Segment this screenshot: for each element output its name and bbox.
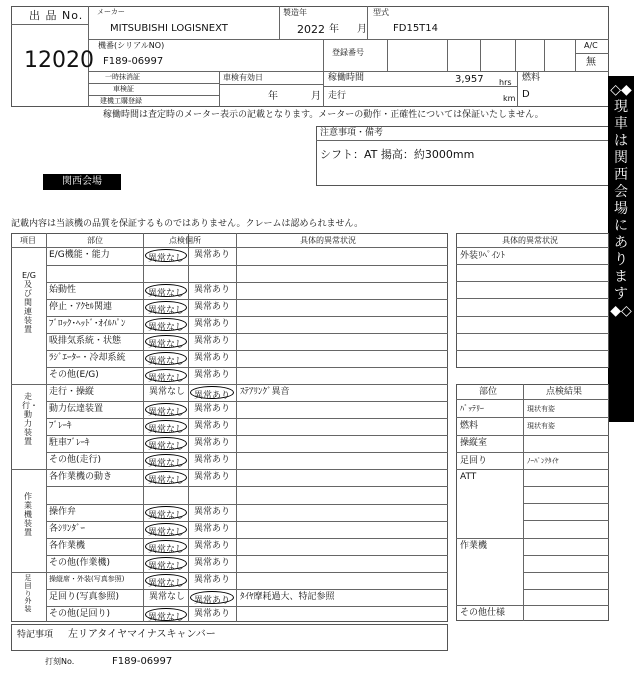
status-abnormal: 異常あり (194, 353, 231, 363)
model-label: 型式 (373, 8, 389, 17)
status-normal-text: 異常なし (147, 511, 184, 521)
row-divider (46, 350, 448, 351)
row-part: 足回り(写真参照) (49, 592, 120, 602)
row-part: E/G機能・能力 (49, 250, 110, 260)
status-abnormal: 異常あり (194, 558, 231, 568)
status-normal-circled (145, 403, 187, 416)
status-abnormal-circled (190, 591, 234, 604)
row-part: 操作弁 (49, 507, 77, 517)
group-drive: 走行・動力装置 (22, 392, 38, 446)
row-part: 各ｼﾘﾝﾀﾞｰ (49, 524, 86, 534)
fuel-label: 燃料 (522, 73, 541, 83)
status-normal-circled (145, 420, 187, 433)
row-detail: ｽﾃｱﾘﾝｸﾞ異音 (240, 387, 290, 397)
row-divider (11, 469, 448, 470)
row-divider (46, 504, 448, 505)
status-normal-text: 異常なし (147, 562, 184, 572)
month-unit: 月 (357, 24, 367, 35)
year-label: 製造年 (283, 8, 307, 17)
status-normal-text: 異常なし (147, 254, 184, 264)
right-detail-header: 具体的異常状況 (502, 236, 558, 245)
status-normal: 異常なし (149, 592, 186, 602)
status-abnormal: 異常あり (194, 438, 231, 448)
year-value: 2022 (297, 23, 325, 36)
row-part: その他(E/G) (49, 370, 99, 380)
maker-label: メーカー (97, 8, 125, 16)
row-part: 走行・操縦 (49, 387, 95, 397)
row-divider (46, 418, 448, 419)
att-label: ATT (460, 472, 477, 482)
status-normal-text: 異常なし (147, 323, 184, 333)
reg-label: 登録番号 (332, 48, 364, 57)
row-divider (46, 538, 448, 539)
battery-label: ﾊﾞｯﾃﾘｰ (460, 404, 484, 413)
row-part: 操縦席・外装(写真参照) (49, 575, 125, 583)
work-machine-label: 作業機 (460, 541, 488, 551)
row-part: 停止・ｱｸｾﾙ関連 (49, 302, 113, 312)
row-divider (46, 367, 448, 368)
cab-label: 操縦室 (460, 438, 488, 448)
status-normal-circled (145, 557, 187, 570)
ac-value: 無 (586, 57, 596, 68)
row-part: 各作業機の動き (49, 472, 113, 482)
row-part: その他(足回り) (49, 609, 111, 619)
inspection-label: 車検有効日 (223, 73, 263, 82)
year-unit: 年 (329, 24, 339, 35)
status-abnormal: 異常あり (194, 370, 231, 380)
col-detail: 具体的異常状況 (300, 236, 356, 245)
stamp-label: 打刻No. (45, 657, 75, 666)
status-abnormal: 異常あり (194, 541, 231, 551)
row-part: その他(走行) (49, 455, 102, 465)
row-divider (11, 572, 448, 573)
status-normal-circled (145, 574, 187, 587)
status-normal-circled (145, 454, 187, 467)
status-normal-text: 異常なし (147, 425, 184, 435)
row-part: その他(作業機) (49, 558, 111, 568)
shaken-label: 車検証 (113, 85, 134, 93)
status-normal-text: 異常なし (147, 528, 184, 538)
status-abnormal: 異常あり (194, 472, 231, 482)
side-banner: ◇◆ 現車は関西会場にあります ◆◇ (608, 76, 634, 422)
row-divider (46, 452, 448, 453)
result-col-result: 点検結果 (546, 387, 583, 397)
status-abnormal-circled (190, 386, 234, 399)
row-part: 動力伝達装置 (49, 404, 104, 414)
row-part: 各作業機 (49, 541, 86, 551)
status-normal-text: 異常なし (147, 340, 184, 350)
status-abnormal-text: 異常あり (193, 596, 230, 606)
status-normal-circled (145, 506, 187, 519)
foot-label: 足回り (460, 456, 488, 466)
status-abnormal: 異常あり (194, 336, 231, 346)
status-abnormal: 異常あり (194, 421, 231, 431)
row-divider (46, 265, 448, 266)
fuel-row-label: 燃料 (460, 421, 479, 431)
status-abnormal: 異常あり (194, 404, 231, 414)
stamp-value: F189-06997 (112, 656, 173, 667)
row-divider (46, 589, 448, 590)
status-normal-circled (145, 335, 187, 348)
status-abnormal: 異常あり (194, 285, 231, 295)
row-part: 吸排気系統・状態 (49, 336, 122, 346)
row-divider (46, 333, 448, 334)
status-abnormal: 異常あり (194, 455, 231, 465)
fuel-value: D (522, 89, 530, 100)
row-divider (46, 401, 448, 402)
status-normal-text: 異常なし (147, 459, 184, 469)
status-normal-text: 異常なし (147, 613, 184, 623)
group-engine: E/G及び関連装置 (22, 271, 36, 334)
status-normal-circled (145, 540, 187, 553)
foot-result: ﾉｰﾊﾟﾝｸﾀｲﾔ (527, 457, 559, 465)
status-normal-circled (145, 249, 187, 262)
status-normal-text: 異常なし (147, 442, 184, 452)
model-value: FD15T14 (393, 23, 439, 34)
status-normal-circled (145, 284, 187, 297)
row-divider (46, 282, 448, 283)
status-normal-text: 異常なし (147, 579, 184, 589)
disclaimer: 記載内容は当該機の品質を保証するものではありません。クレームは認められません。 (11, 219, 364, 229)
right-detail-line1: 外装ﾘﾍﾟｲﾝﾄ (460, 251, 506, 261)
row-detail: ﾀｲﾔ摩耗過大、特記参照 (240, 592, 335, 602)
venue-tag: 関西会場 (43, 174, 121, 190)
notes-text: シフト：AT 揚高：約3000mm (320, 148, 475, 161)
status-abnormal: 異常あり (194, 575, 231, 585)
other-spec-label: その他仕様 (460, 608, 506, 618)
row-part: ﾌﾞﾚｰｷ (49, 421, 72, 431)
temp-cert-label: 一時抹消証 (105, 73, 140, 81)
status-normal: 異常なし (149, 387, 186, 397)
row-part: ﾗｼﾞｴｰﾀｰ・冷却系統 (49, 353, 126, 363)
row-divider (46, 555, 448, 556)
status-normal-text: 異常なし (147, 476, 184, 486)
status-normal-text: 異常なし (147, 306, 184, 316)
status-normal-circled (145, 523, 187, 536)
status-normal-text: 異常なし (147, 545, 184, 555)
battery-result: 現状有姿 (527, 405, 555, 413)
serial-label: 機番(シリアルNO) (98, 41, 165, 50)
ac-label: A/C (584, 41, 598, 50)
row-divider (11, 384, 448, 385)
hours-unit: hrs (499, 78, 512, 87)
status-abnormal: 異常あり (194, 507, 231, 517)
special-text: 左リアタイヤマイナスキャンバー (68, 629, 216, 640)
col-item: 項目 (20, 236, 36, 245)
row-divider (46, 521, 448, 522)
row-divider (46, 435, 448, 436)
hours-value: 3,957 (455, 74, 484, 85)
col-part: 部位 (87, 236, 103, 245)
status-normal-circled (145, 471, 187, 484)
status-normal-text: 異常なし (147, 289, 184, 299)
row-divider (46, 316, 448, 317)
row-part: ﾌﾞﾛｯｸ･ﾍｯﾄﾞ･ｵｲﾙﾊﾟﾝ (49, 319, 126, 329)
lot-number: 12020 (24, 48, 94, 73)
inspection-year-unit: 年 (268, 91, 278, 102)
row-part: 始動性 (49, 285, 77, 295)
col-check: 点検個所 (169, 236, 201, 245)
status-abnormal: 異常あり (194, 524, 231, 534)
status-abnormal: 異常あり (194, 302, 231, 312)
header-box (11, 6, 609, 107)
row-part: 駐車ﾌﾞﾚｰｷ (49, 438, 90, 448)
hours-label: 稼働時間 (328, 73, 365, 83)
status-normal-text: 異常なし (147, 357, 184, 367)
status-abnormal: 異常あり (194, 609, 231, 619)
hours-notice: 稼働時間は査定時のメーター表示の記載となります。メーターの動作・正確性については保証いたしません。 (103, 110, 544, 120)
special-label: 特記事項 (17, 630, 54, 640)
status-normal-circled (145, 318, 187, 331)
status-normal-circled (145, 608, 187, 621)
group-work: 作業機装置 (24, 492, 32, 537)
status-normal-circled (145, 352, 187, 365)
serial-value: F189-06997 (103, 56, 164, 67)
status-normal-circled (145, 301, 187, 314)
status-abnormal: 異常あり (194, 319, 231, 329)
row-divider (46, 486, 448, 487)
status-abnormal: 異常あり (194, 250, 231, 260)
row-divider (46, 299, 448, 300)
notes-label: 注意事項・備考 (320, 128, 384, 138)
status-abnormal-text: 異常あり (193, 391, 230, 401)
lot-label: 出 品 No. (29, 9, 84, 22)
row-divider (46, 606, 448, 607)
status-normal-circled (145, 369, 187, 382)
inspection-month-unit: 月 (311, 91, 321, 102)
status-normal-text: 異常なし (147, 408, 184, 418)
result-col-part: 部位 (479, 387, 498, 397)
status-normal-text: 異常なし (147, 374, 184, 384)
fuel-result: 現状有姿 (527, 422, 555, 430)
status-normal-circled (145, 437, 187, 450)
maker-value: MITSUBISHI LOGISNEXT (110, 23, 228, 34)
work-reg-label: 建機工購登録 (100, 97, 142, 105)
group-undercarriage: 足回り外装 (24, 574, 32, 614)
travel-label: 走行 (328, 91, 347, 101)
travel-unit: km (503, 94, 516, 103)
